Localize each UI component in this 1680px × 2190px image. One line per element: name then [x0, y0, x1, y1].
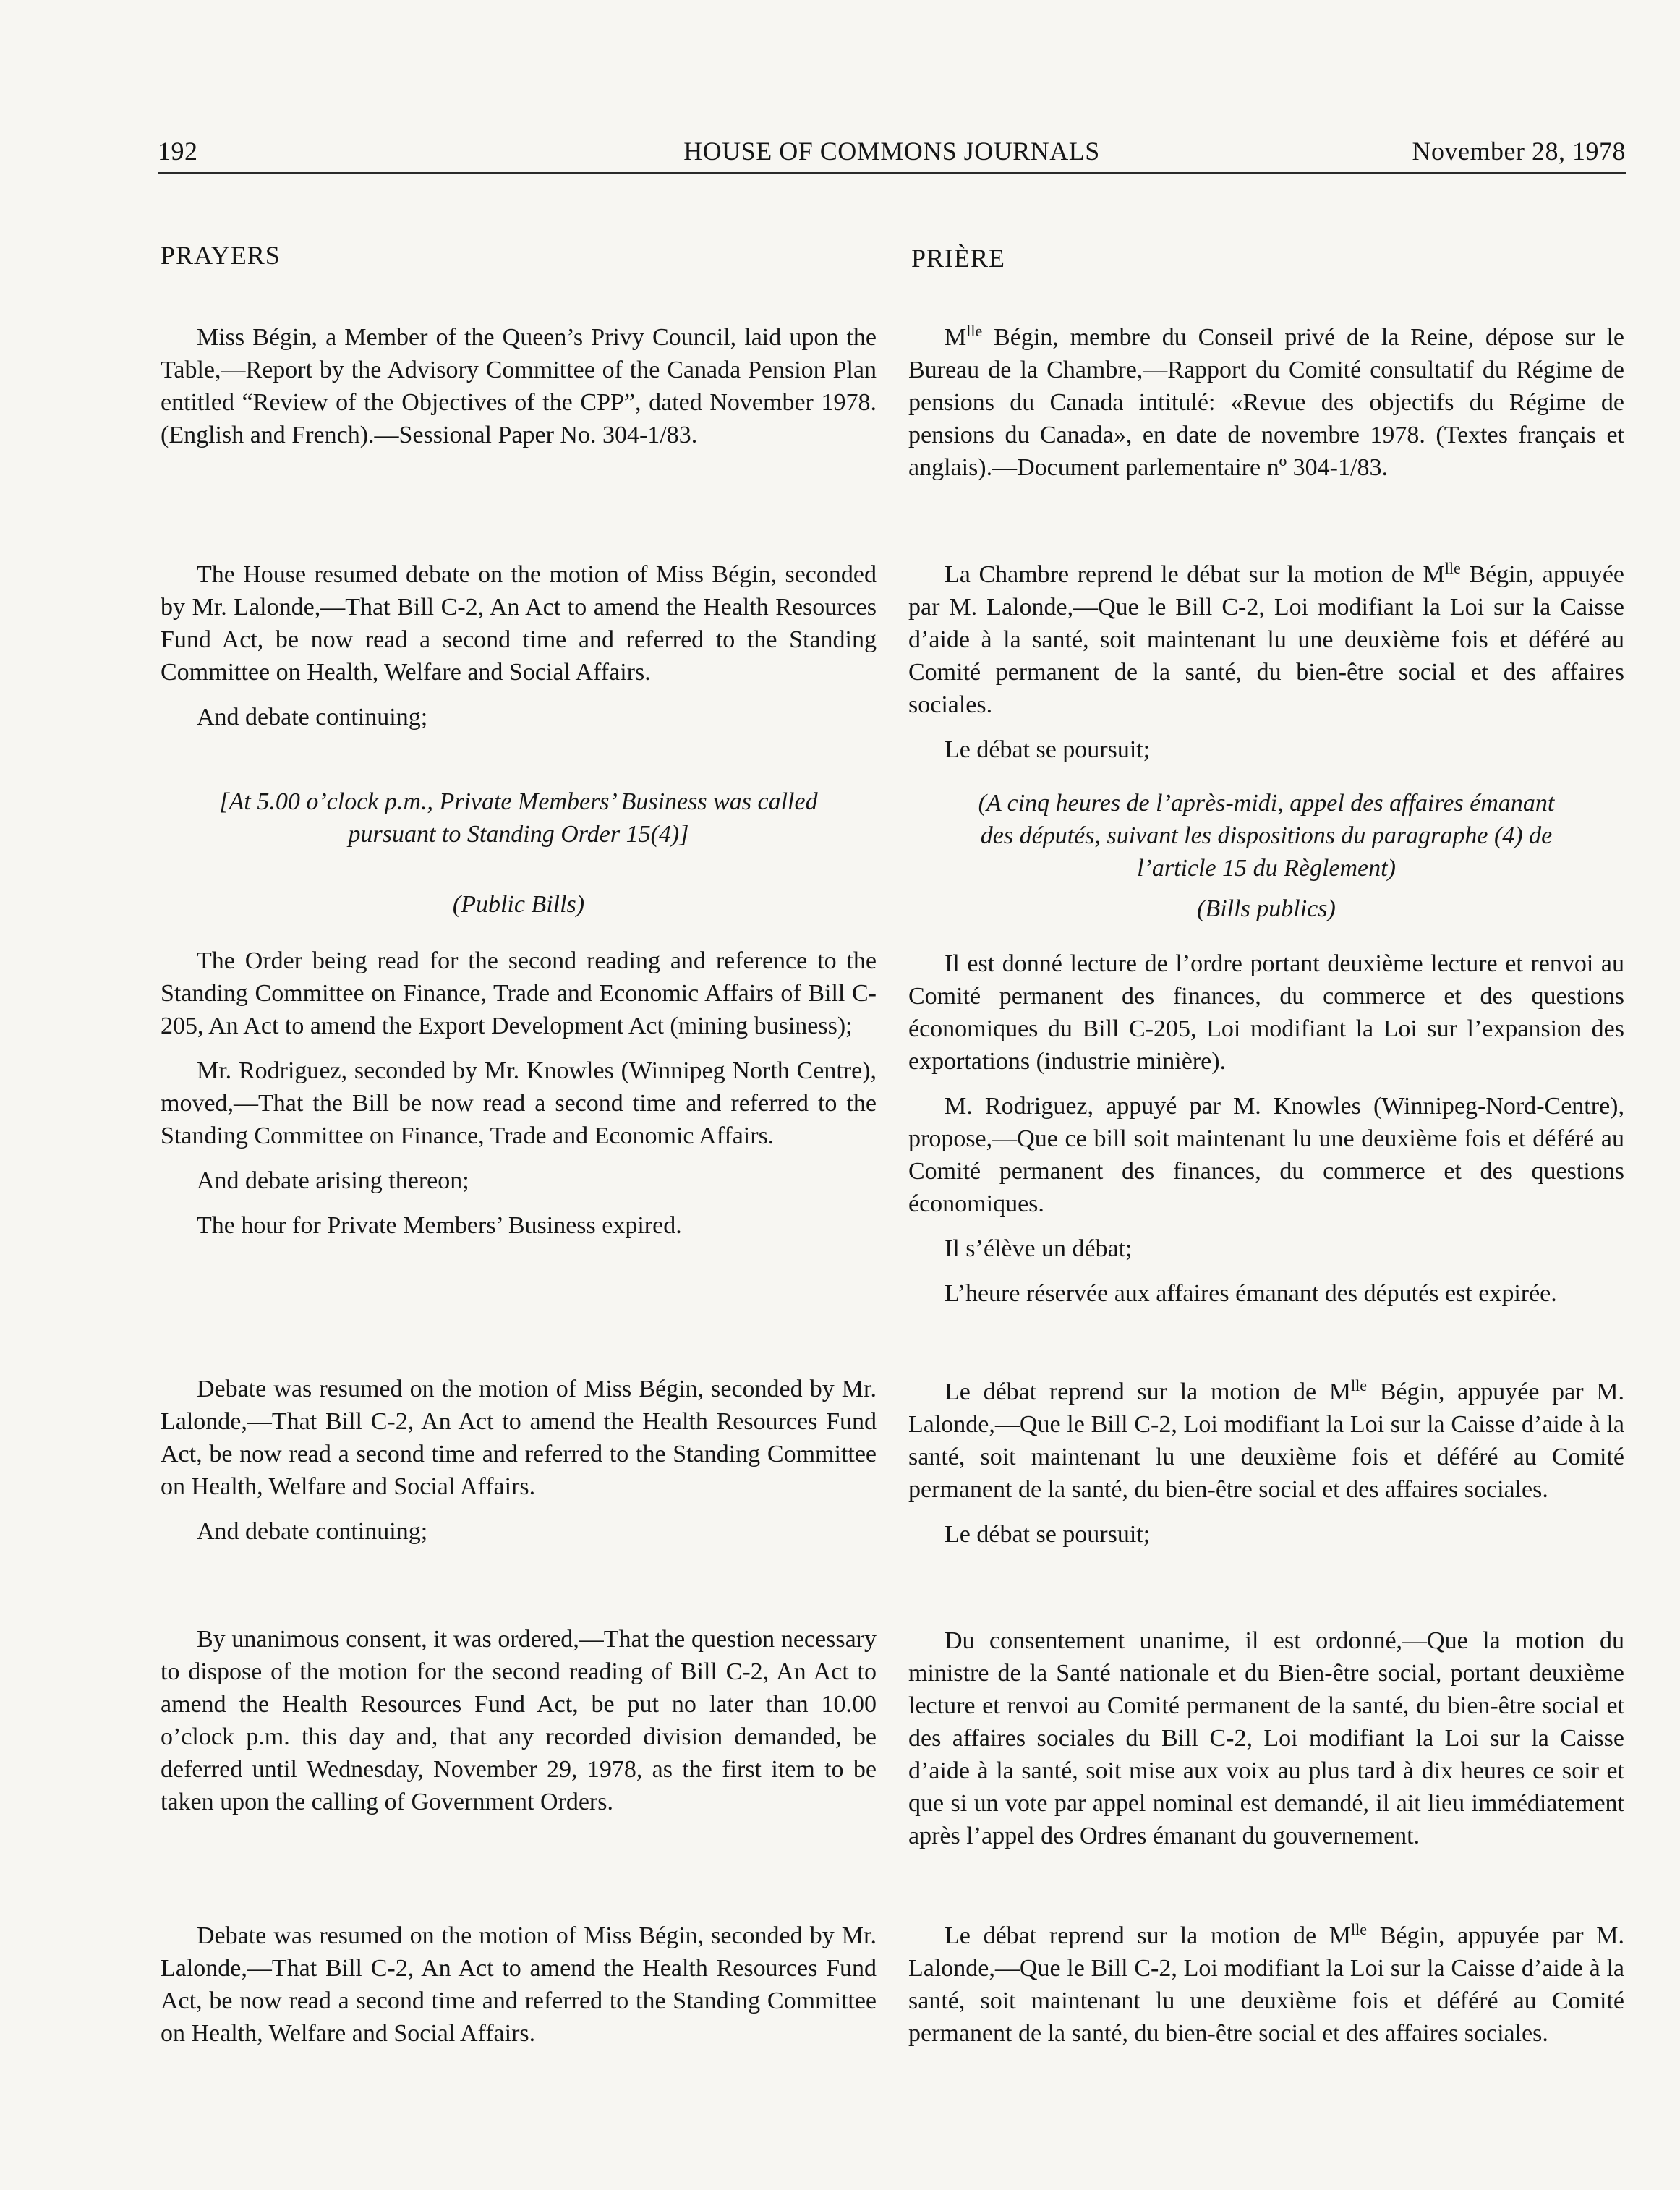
journal-title: HOUSE OF COMMONS JOURNALS — [683, 137, 1100, 166]
fr-final-debate-paragraph: Le débat reprend sur la motion de $M^{lle}$ Bégin, appuyée par M. Lalonde,—Que le Bill C-2, Loi modifiant la Loi sur la Caisse d’aide à la santé, soit maintenant lu une deuxième fois et déféré au Comité permanent de la santé, du bien-être social et des affaires sociales. — [908, 1920, 1624, 2047]
fr-debate-resumed-paragraph: Le débat reprend sur la motion de $M^{lle}$ Bégin, appuyée par M. Lalonde,—Que le Bill C-2, Loi modifiant la Loi sur la Caisse d’aide à la santé, soit maintenant lu une deuxième fois et déféré au Comité permanent de la santé, du bien-être social et des affaires sociales. — [908, 1376, 1624, 1503]
fr-debate-section — [908, 558, 1624, 778]
fr-unanimous-consent-section — [908, 1624, 1624, 1865]
priere-heading: PRIÈRE — [911, 244, 1006, 273]
en-unanimous-consent-section — [161, 1623, 877, 1831]
en-hour-expired: The hour for Private Members’ Business expired. — [197, 1212, 682, 1239]
fr-note-line-1: (A cinq heures de l’après-midi, appel des affaires émanant — [978, 790, 1555, 817]
en-public-bills-subheading: (Public Bills) — [452, 891, 585, 918]
en-debate-resumed-paragraph: Debate was resumed on the motion of Miss Bégin, seconded by Mr. Lalonde,—That Bill C-2, An Act to amend the Health Resources Fund Act, be now read a second time and referred to the Standing Committee on Health, Welfare and Social Affairs. — [161, 1376, 877, 1500]
fr-bill-c205-section — [908, 947, 1624, 1322]
fr-private-members-note — [908, 787, 1624, 885]
fr-debate-continuing: Le débat se poursuit; — [945, 736, 1151, 763]
en-note-line-2: pursuant to Standing Order 15(4)] — [348, 821, 689, 848]
page-number: 192 — [158, 137, 198, 166]
en-final-debate-section — [161, 1920, 877, 2062]
fr-debate-paragraph: La Chambre reprend le débat sur la motion de $M^{lle}$ Bégin, appuyée par M. Lalonde,—Que le Bill C-2, Loi modifiant la Loi sur la Caisse d’aide à la santé, soit maintenant lu une deuxième fois et déféré au Comité permanent de la santé, du bien-être social et des affaires sociales. — [908, 559, 1624, 718]
fr-debate-resumed-section — [908, 1376, 1624, 1563]
fr-public-bills-subheading-wrap — [908, 892, 1624, 925]
en-order-read-paragraph: The Order being read for the second reading and reference to the Standing Committee on Finance, Trade and Economic Affairs of Bill C-205, An Act to amend the Export Development Act (mining business); — [161, 947, 877, 1039]
en-debate-continuing-2: And debate continuing; — [197, 1518, 428, 1545]
en-unanimous-consent-paragraph: By unanimous consent, it was ordered,—That the question necessary to dispose of the motion for the second reading of Bill C-2, An Act to amend the Health Resources Fund Act, be put no later than 10.00 o’clock p.m. this day and, that any recorded division demanded, be deferred until Wednesday, November 29, 1978, as the first item to be taken upon the calling of Government Orders. — [161, 1626, 877, 1815]
fr-tabling-paragraph: $M^{lle}$ Bégin, membre du Conseil privé de la Reine, dépose sur le Bureau de la Chambre,—Rapport du Comité consultatif du Régime de pensions du Canada intitulé: «Revue des objectifs du Régime de pensions du Canada», en date de novembre 1978. (Textes français et anglais).—Document parlementaire nº 304-1/83. — [908, 322, 1624, 481]
fr-hour-expired: L’heure réservée aux affaires émanant des députés est expirée. — [945, 1280, 1557, 1307]
fr-final-debate-section — [908, 1920, 1624, 2062]
en-tabling-section — [161, 321, 877, 464]
en-debate-continuing: And debate continuing; — [197, 704, 428, 730]
en-debate-paragraph: The House resumed debate on the motion of Miss Bégin, seconded by Mr. Lalonde,—That Bill C-2, An Act to amend the Health Resources Fund Act, be now read a second time and referred to the Standing Committee on Health, Welfare and Social Affairs. — [161, 561, 877, 686]
en-debate-section — [161, 558, 877, 746]
en-rodriguez-motion: Mr. Rodriguez, seconded by Mr. Knowles (Winnipeg North Centre), moved,—That the Bill be now read a second time and referred to the Standing Committee on Finance, Trade and Economic Affairs. — [161, 1057, 877, 1149]
page-header — [158, 137, 1626, 174]
en-bill-c205-section — [161, 945, 877, 1254]
en-debate-resumed-section — [161, 1373, 877, 1560]
en-final-debate-paragraph: Debate was resumed on the motion of Miss Bégin, seconded by Mr. Lalonde,—That Bill C-2, An Act to amend the Health Resources Fund Act, be now read a second time and referred to the Standing Committee on Health, Welfare and Social Affairs. — [161, 1922, 877, 2047]
fr-public-bills-subheading: (Bills publics) — [1197, 895, 1336, 922]
fr-rodriguez-motion: M. Rodriguez, appuyé par M. Knowles (Winnipeg-Nord-Centre), propose,—Que ce bill soit maintenant lu une deuxième fois et déféré au Comité permanent des finances, du commerce et des questions économiques. — [908, 1093, 1624, 1217]
fr-debate-arising: Il s’élève un débat; — [945, 1235, 1133, 1262]
en-tabling-paragraph: Miss Bégin, a Member of the Queen’s Privy Council, laid upon the Table,—Report by the Advisory Committee of the Canada Pension Plan entitled “Review of the Objectives of the CPP”, dated November 1978. (English and French).—Sessional Paper No. 304-1/83. — [161, 324, 877, 448]
en-note-line-1: [At 5.00 o’clock p.m., Private Members’ Business was called — [219, 788, 818, 815]
fr-note-line-2: des députés, suivant les dispositions du paragraphe (4) de — [980, 822, 1553, 849]
fr-tabling-section — [908, 321, 1624, 496]
en-private-members-note — [161, 785, 877, 851]
fr-order-read-paragraph: Il est donné lecture de l’ordre portant deuxième lecture et renvoi au Comité permanent des finances, du commerce et des questions économiques du Bill C-205, Loi modifiant la Loi sur l’expansion des exportations (industrie minière). — [908, 950, 1624, 1075]
en-public-bills-subheading-wrap — [161, 888, 877, 921]
fr-unanimous-consent-paragraph: Du consentement unanime, il est ordonné,—Que la motion du ministre de la Santé nationale et du Bien-être social, portant deuxième lecture et renvoi au Comité permanent de la santé, du bien-être social et des affaires sociales du Bill C-2, Loi modifiant la Loi sur la Caisse d’aide à la santé, soit mise aux voix au plus tard à dix heures ce soir et que si un vote par appel nominal est demandé, il ait lieu immédiatement après l’appel des Ordres émanant du gouvernement. — [908, 1627, 1624, 1849]
fr-note-line-3: l’article 15 du Règlement) — [1137, 855, 1396, 882]
prayers-heading: PRAYERS — [161, 241, 281, 270]
en-debate-arising: And debate arising thereon; — [197, 1167, 469, 1194]
fr-debate-continuing-2: Le débat se poursuit; — [945, 1521, 1151, 1548]
journal-date: November 28, 1978 — [1412, 137, 1626, 166]
